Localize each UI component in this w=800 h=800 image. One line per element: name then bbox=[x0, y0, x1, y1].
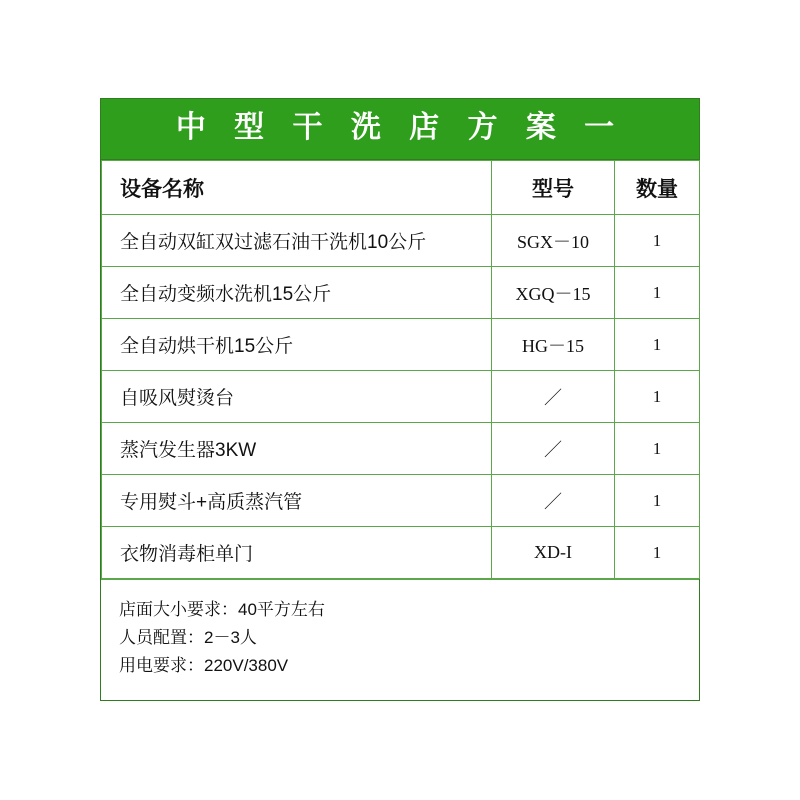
cell-model: HG－15 bbox=[492, 319, 615, 371]
cell-qty: 1 bbox=[615, 267, 700, 319]
cell-name: 全自动变频水洗机15公斤 bbox=[102, 267, 492, 319]
cell-qty: 1 bbox=[615, 527, 700, 579]
cell-model: SGX－10 bbox=[492, 215, 615, 267]
cell-name: 专用熨斗+高质蒸汽管 bbox=[102, 475, 492, 527]
cell-name: 全自动双缸双过滤石油干洗机10公斤 bbox=[102, 215, 492, 267]
cell-qty: 1 bbox=[615, 423, 700, 475]
note-staffing: 人员配置：2－3人 bbox=[119, 628, 257, 648]
cell-qty: 1 bbox=[615, 215, 700, 267]
table-row bbox=[102, 267, 700, 319]
cell-model: ／ bbox=[492, 423, 615, 475]
table-header-row bbox=[102, 161, 700, 215]
table-body bbox=[102, 215, 700, 579]
note-power: 用电要求：220V/380V bbox=[119, 656, 289, 676]
table-row bbox=[102, 215, 700, 267]
cell-name: 全自动烘干机15公斤 bbox=[102, 319, 492, 371]
table-row bbox=[102, 319, 700, 371]
cell-name: 蒸汽发生器3KW bbox=[102, 423, 492, 475]
table-row bbox=[102, 527, 700, 579]
column-header-name: 设备名称 bbox=[102, 161, 492, 215]
cell-qty: 1 bbox=[615, 475, 700, 527]
cell-qty: 1 bbox=[615, 371, 700, 423]
cell-model: ／ bbox=[492, 371, 615, 423]
table-row bbox=[102, 475, 700, 527]
column-header-qty: 数量 bbox=[615, 161, 700, 215]
cell-name: 衣物消毒柜单门 bbox=[102, 527, 492, 579]
table-row bbox=[102, 423, 700, 475]
cell-name: 自吸风熨烫台 bbox=[102, 371, 492, 423]
requirements-notes bbox=[101, 579, 699, 700]
equipment-table bbox=[101, 160, 700, 579]
note-store-size: 店面大小要求：40平方左右 bbox=[119, 600, 325, 619]
cell-model: XGQ－15 bbox=[492, 267, 615, 319]
table-header bbox=[102, 161, 700, 215]
cell-model: ／ bbox=[492, 475, 615, 527]
cell-qty: 1 bbox=[615, 319, 700, 371]
column-header-model: 型号 bbox=[492, 161, 615, 215]
table-row bbox=[102, 371, 700, 423]
cell-model: XD-I bbox=[492, 527, 615, 579]
page-title: 中 型 干 洗 店 方 案 一 bbox=[101, 99, 699, 160]
spec-card bbox=[100, 98, 700, 701]
